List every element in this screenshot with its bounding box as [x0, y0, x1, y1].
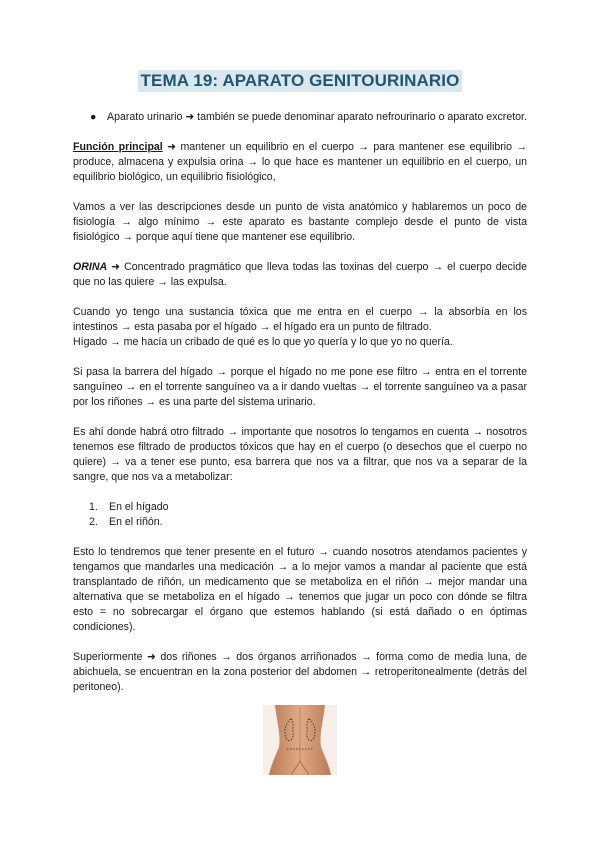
ordered-list	[73, 500, 527, 530]
paragraph-higado: Hígado → me hacía un cribado de qué es lo que yo quería y lo que yo no quería.	[73, 336, 453, 348]
paragraph-funcion	[73, 140, 527, 185]
paragraph-barrera: Si pasa la barrera del hígado → porque el hígado no me pone ese filtro → entra en el torrente sanguíneo → en el torrente sanguíneo va a ir dando vueltas → el torrente sanguíneo va a pasar por los riñones → es una parte del sistema urinario.	[73, 366, 527, 408]
bullet-text: Aparato urinario ➜ también se puede denominar aparato nefrourinario o aparato excretor.	[107, 111, 527, 123]
list-item	[89, 500, 527, 515]
list-item	[89, 515, 527, 530]
funcion-text: ➜ mantener un equilibrio en el cuerpo → para mantener ese equilibrio → produce, almacena y expulsia orina → lo que hace es mantener un equilibrio en el cuerpo, un equilibrio biológico, un equilibrio fisiológico,	[73, 141, 527, 183]
title-container	[0, 70, 600, 92]
list-item-number: 1.	[89, 501, 98, 513]
paragraph-descripciones: Vamos a ver las descripciones desde un punto de vista anatómico y hablaremos un poco de fisiología → algo mínimo → este aparato es bastante complejo desde el punto de vista fisiológico → porque aquí tiene que mantener ese equilibrio.	[73, 201, 527, 243]
bullet-item	[73, 110, 527, 125]
list-item-text: En el hígado	[109, 501, 169, 513]
bullet-marker: ●	[90, 111, 97, 123]
paragraph-toxica: Cuando yo tengo una sustancia tóxica que me entra en el cuerpo → la absorbía en los intestinos → esta pasaba por el hígado → el hígado era un punto de filtrado.	[73, 306, 527, 333]
page-title: TEMA 19: APARATO GENITOURINARIO	[138, 70, 463, 92]
paragraph-filtrado: Es ahí donde habrá otro filtrado → importante que nosotros lo tengamos en cuenta → nosotros tenemos ese filtrado de productos tóxicos que hay en el cuerpo (o desechos que el cuerpo no quiere) → va a tener ese punto, esa barrera que nos va a filtrar, que nos va a separar de la sangre, que nos va a metabolizar:	[73, 426, 527, 483]
paragraph-superior: Superiormente ➜ dos riñones → dos órganos arriñonados → forma como de media luna, de abichuela, se encuentran en la zona posterior del abdomen → retroperitonealmente (detrás del peritoneo).	[73, 651, 527, 693]
orina-label: ORINA	[73, 261, 108, 273]
paragraph-futuro: Esto lo tendremos que tener presente en el futuro → cuando nosotros atendamos pacientes y tengamos que mandarles una medicación → a lo mejor vamos a mandar al paciente que está transplantado de riñón, un medicamento que se metaboliza en el riñón → mejor mandar una alternativa que se metaboliza en el hígado → tenemos que jugar un poco con dónde se filtra esto = no sobrecargar el órgano que estemos hablando (si está dañado o en óptimas condiciones).	[73, 546, 527, 633]
kidney-location-back-image	[263, 705, 337, 775]
list-item-text: En el riñón.	[109, 516, 163, 528]
document-body	[73, 110, 527, 780]
paragraph-orina	[73, 260, 527, 290]
funcion-label: Función principal	[73, 141, 163, 153]
list-item-number: 2.	[89, 516, 98, 528]
figure-container	[73, 705, 527, 780]
orina-text: ➜ Concentrado pragmático que lleva todas las toxinas del cuerpo → el cuerpo decide que no las quiere → las expulsa.	[73, 261, 527, 288]
